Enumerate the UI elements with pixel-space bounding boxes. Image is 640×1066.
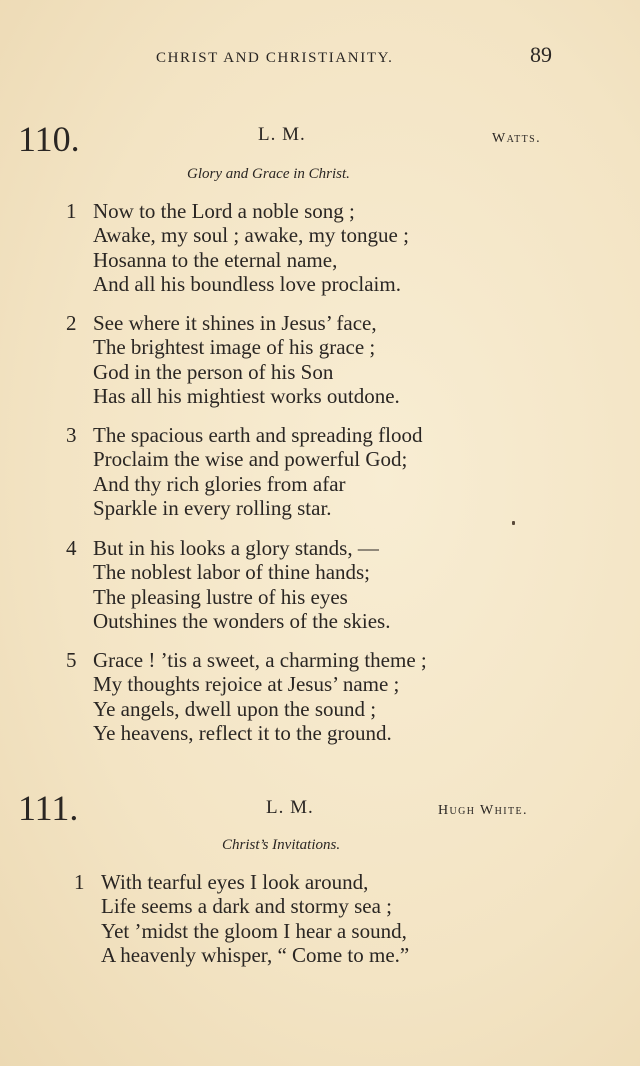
verse-line: Has all his mightiest works outdone. [93,383,400,408]
verse-line: The noblest labor of thine hands; [93,560,371,585]
hymn-meter: L. M. [266,797,314,818]
verse-lines [93,648,427,745]
verse-line: My thoughts rejoice at Jesus’ name ; [93,672,400,697]
verse-line: Ye angels, dwell upon the sound ; [93,696,377,721]
verse-line: Ye heavens, reflect it to the ground. [93,720,392,745]
running-head: CHRIST AND CHRISTIANITY. [156,50,394,66]
hymn-number: 110. [18,119,80,159]
page-number: 89 [530,42,552,67]
hymn-subtitle: Glory and Grace in Christ. [187,166,350,182]
verse-line: Proclaim the wise and powerful God; [93,447,408,472]
verse-line: Sparkle in every rolling star. [93,495,332,520]
verse-line: Life seems a dark and stormy sea ; [101,894,392,919]
verse-line: Hosanna to the eternal name, [93,247,338,272]
hymn-subtitle: Christ’s Invitations. [222,837,341,853]
hymn-number: 111. [18,788,79,828]
verse-line: Grace ! ’tis a sweet, a charming theme ; [93,648,427,672]
hymn-author: Watts. [492,131,542,146]
verse-number: 3 [66,423,77,447]
verse-number: 4 [66,536,77,560]
verse-line: But in his looks a glory stands, — [93,536,379,560]
verse-line: See where it shines in Jesus’ face, [93,311,377,335]
verse-line: Yet ’midst the gloom I hear a sound, [101,918,407,943]
verse-lines [93,423,422,520]
verse-line: With tearful eyes I look around, [101,870,369,894]
verse-line: The pleasing lustre of his eyes [93,584,348,609]
verse-line: Now to the Lord a noble song ; [93,199,355,223]
verse-line: And all his boundless love proclaim. [93,271,401,296]
verse-line: God in the person of his Son [93,359,334,384]
verse-lines [93,311,400,408]
verse-line: The brightest image of his grace ; [93,335,376,360]
verse-line: The spacious earth and spreading flood [93,423,423,447]
verse-line: Awake, my soul ; awake, my tongue ; [93,223,409,248]
verse-number: 2 [66,311,77,335]
verse-number: 1 [74,870,85,894]
verse-number: 1 [66,199,77,223]
verse-lines [93,199,409,296]
verse-line: Outshines the wonders of the skies. [93,608,391,633]
hymn-meter: L. M. [258,124,306,145]
verse-lines [101,870,409,967]
verse-lines [93,536,390,633]
hymn-author: Hugh White. [438,803,528,818]
ink-speck [512,521,515,525]
verse-line: A heavenly whisper, “ Come to me.” [101,942,410,967]
verse-line: And thy rich glories from afar [93,471,346,496]
verse-number: 5 [66,648,77,672]
